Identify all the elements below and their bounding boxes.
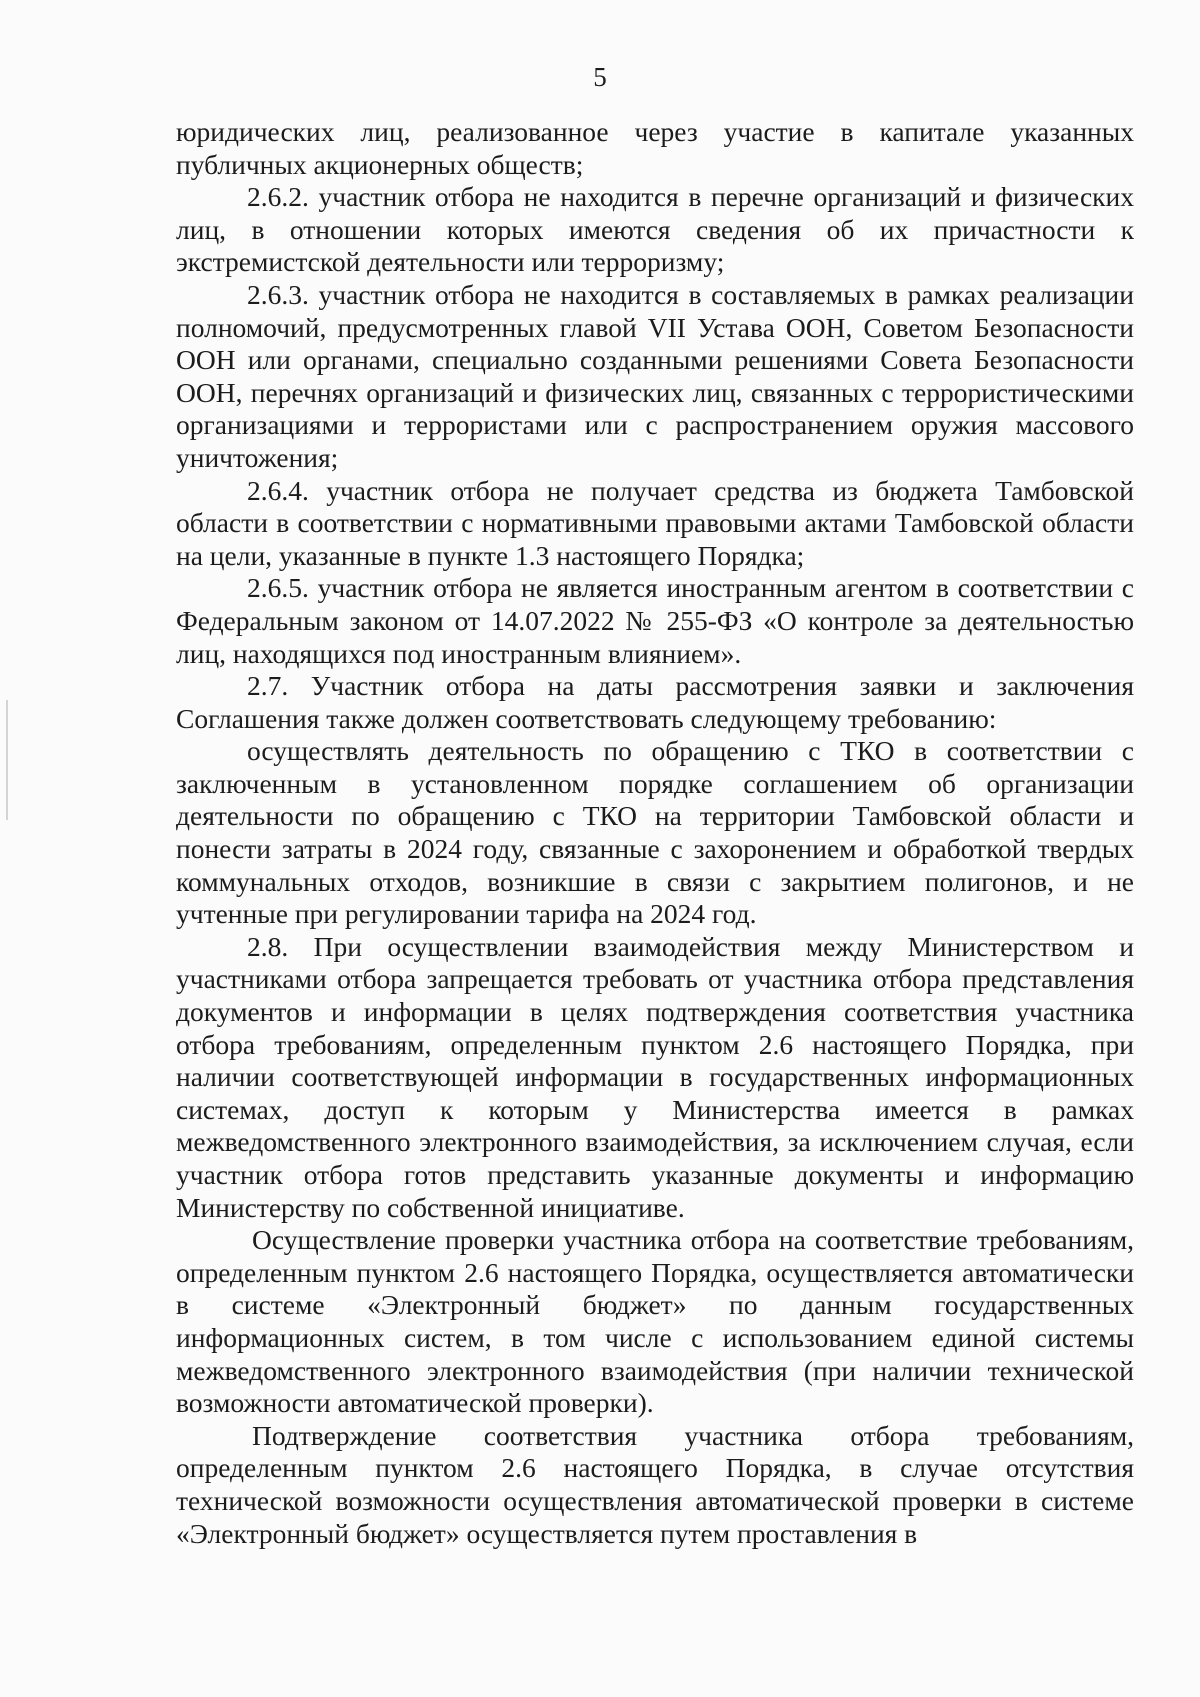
paragraph-2-6-5: 2.6.5. участник отбора не является иностранным агентом в соответствии с Федеральным законом от 14.07.2022 № 255-ФЗ «О контроле за деятельностью лиц, находящихся под иностранным влиянием». xyxy=(176,572,1134,669)
paragraph-continuation: юридических лиц, реализованное через участие в капитале указанных публичных акционерных обществ; xyxy=(176,116,1134,180)
paragraph-2-6-2: 2.6.2. участник отбора не находится в перечне организаций и физических лиц, в отношении которых имеются сведения об их причастности к экстремистской деятельности или терроризму; xyxy=(176,181,1134,278)
paragraph-2-6-3: 2.6.3. участник отбора не находится в составляемых в рамках реализации полномочий, предусмотренных главой VII Устава ООН, Советом Безопасности ООН или органами, специально созданными решениями Совета Безопасности ООН, перечнях организаций и физических лиц, связанных с террористическими организациями и террористами или с распространением оружия массового уничтожения; xyxy=(176,278,1134,473)
paragraph-automatic-check: Осуществление проверки участника отбора на соответствие требованиям, определенным пунктом 2.6 настоящего Порядка, осуществляется автоматически в системе «Электронный бюджет» по данным государственных информационных систем, в том числе с использованием единой системы межведомственного электронного взаимодействия (при наличии технической возможности автоматической проверки). xyxy=(176,1224,1134,1419)
page-number: 5 xyxy=(593,62,607,92)
paragraph-requirement: осуществлять деятельность по обращению с ТКО в соответствии с заключенным в установленном порядке соглашением об организации деятельности по обращению с ТКО на территории Тамбовской области и понести затраты в 2024 году, связанные с захоронением и обработкой твердых коммунальных отходов, возникшие в связи с закрытием полигонов, и не учтенные при регулировании тарифа на 2024 год. xyxy=(176,735,1134,930)
scan-edge-mark xyxy=(6,700,8,820)
paragraph-2-6-4: 2.6.4. участник отбора не получает средства из бюджета Тамбовской области в соответствии с нормативными правовыми актами Тамбовской области на цели, указанные в пункте 1.3 настоящего Порядка; xyxy=(176,474,1134,571)
paragraph-confirmation: Подтверждение соответствия участника отбора требованиям, определенным пунктом 2.6 настоящего Порядка, в случае отсутствия технической возможности осуществления автоматической проверки в системе «Электронный бюджет» осуществляется путем проставления в xyxy=(176,1419,1134,1549)
paragraph-2-8: 2.8. При осуществлении взаимодействия между Министерством и участниками отбора запрещается требовать от участника отбора представления документов и информации в целях подтверждения соответствия участника отбора требованиям, определенным пунктом 2.6 настоящего Порядка, при наличии соответствующей информации в государственных информационных системах, доступ к которым у Министерства имеется в рамках межведомственного электронного взаимодействия, за исключением случая, если участник отбора готов представить указанные документы и информацию Министерству по собственной инициативе. xyxy=(176,930,1134,1223)
paragraph-2-7: 2.7. Участник отбора на даты рассмотрения заявки и заключения Соглашения также должен соответствовать следующему требованию: xyxy=(176,670,1134,734)
body-text xyxy=(176,116,1134,1550)
